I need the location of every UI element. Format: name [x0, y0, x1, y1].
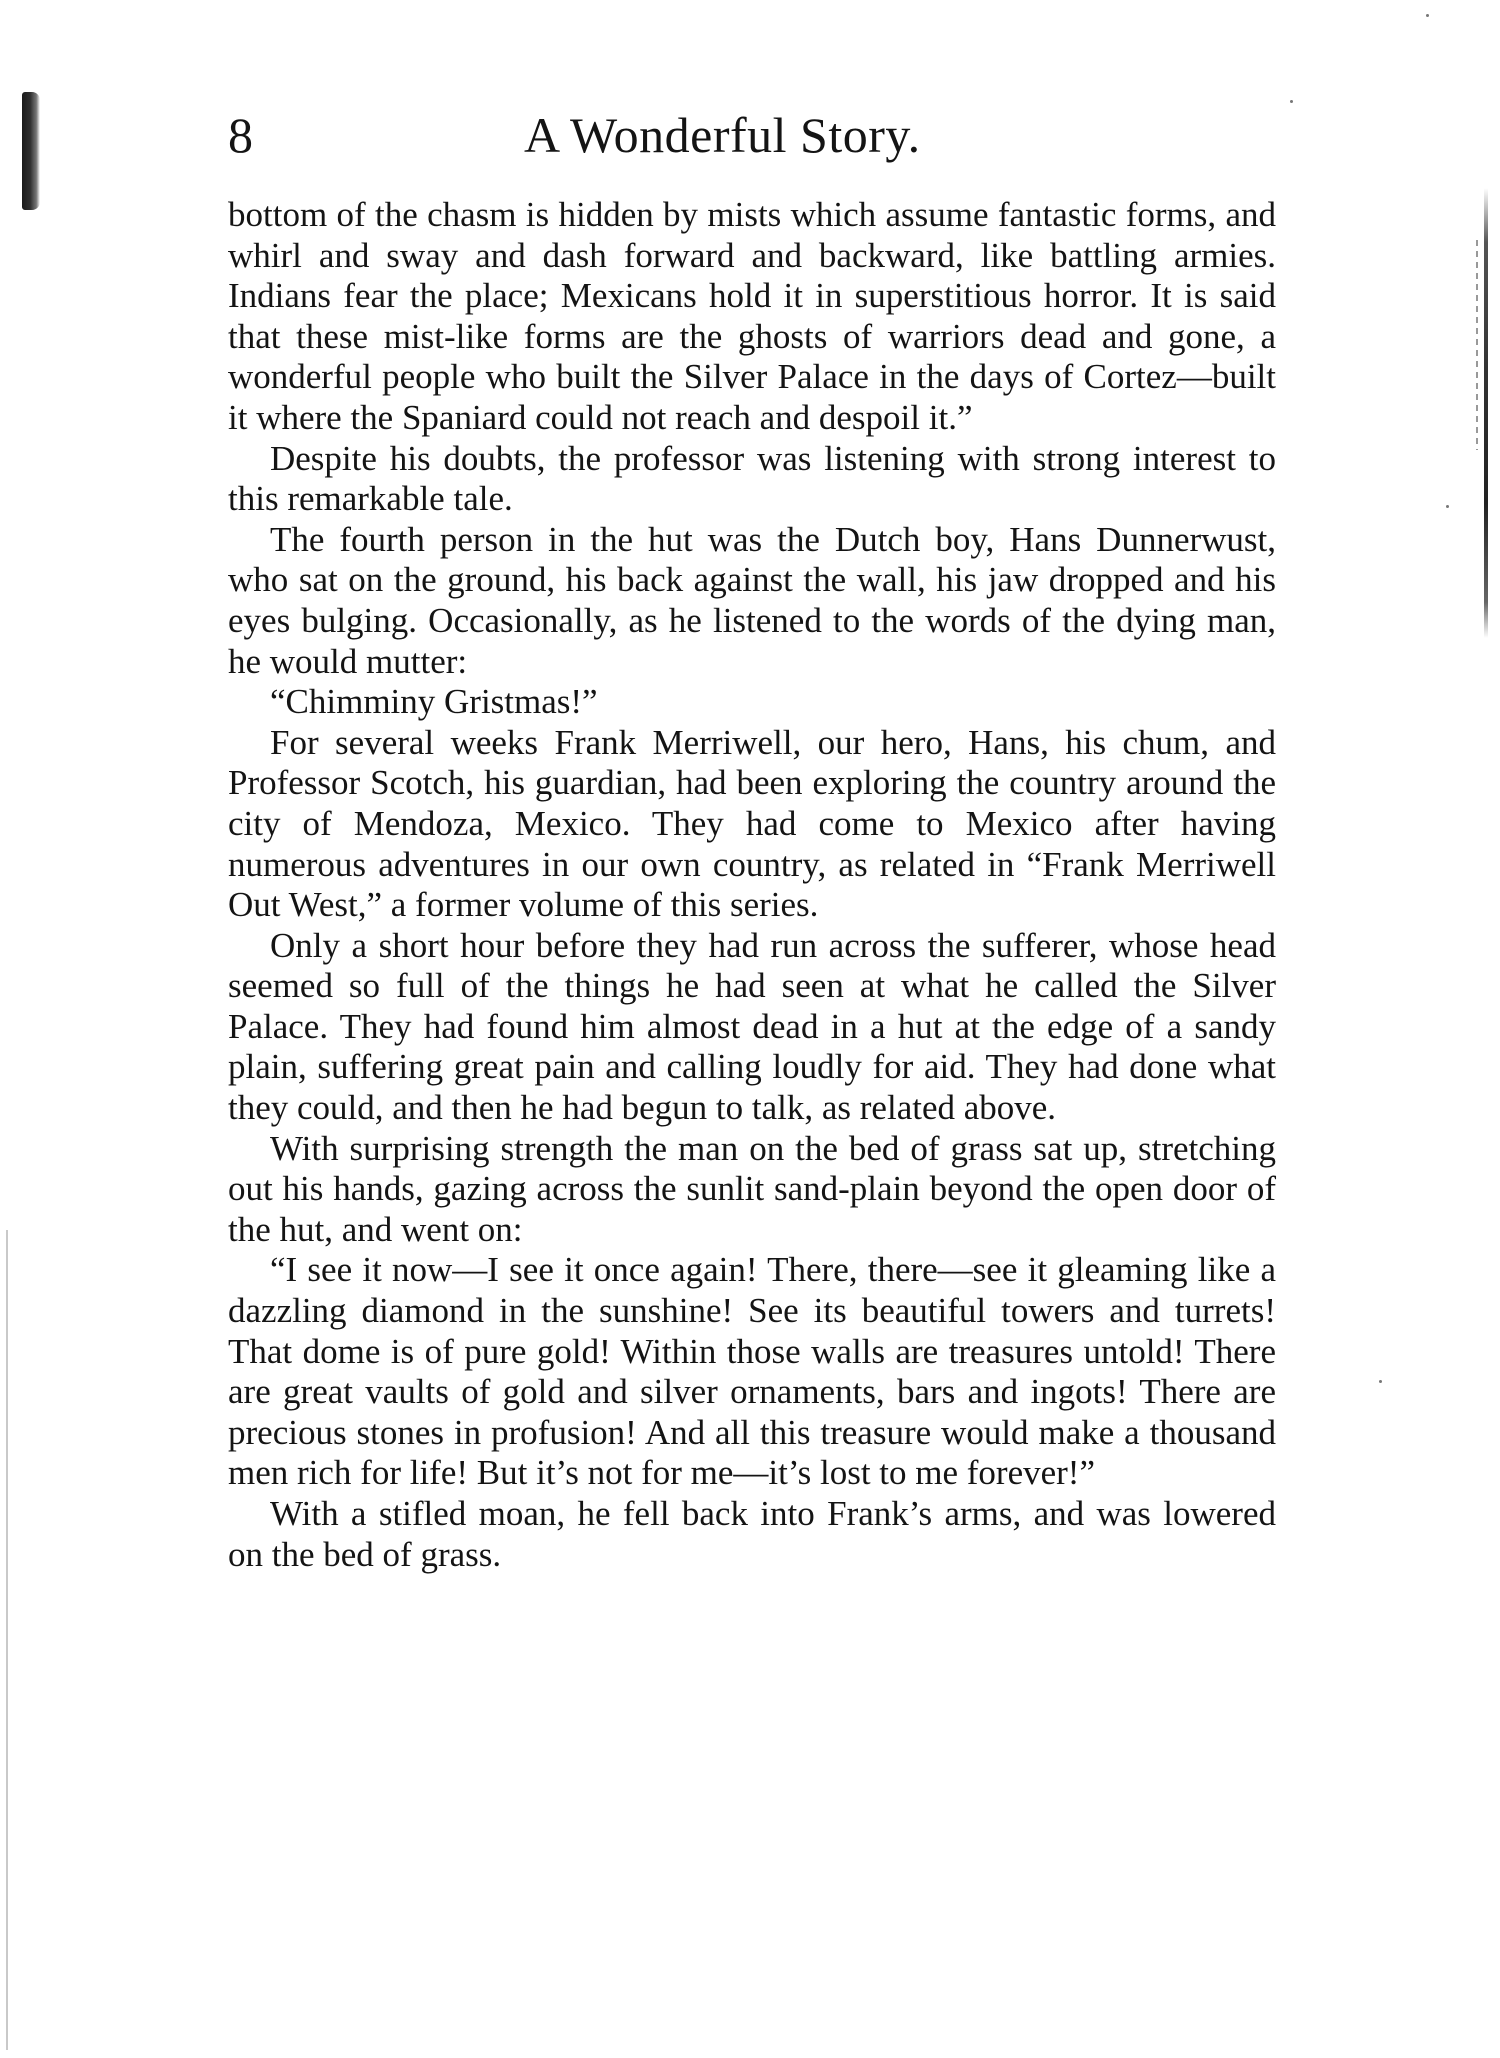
- binding-shadow: [22, 92, 40, 210]
- paragraph: For several weeks Frank Merriwell, our hero, Hans, his chum, and Professor Scotch, his guardian, had been exploring the country around the city of Mendoza, Mexico. They had come to Mexico after having numerous adventures in our own country, as related in “Frank Merriwell Out West,” a former volume of this series.: [228, 722, 1276, 925]
- scan-speck: [1290, 100, 1293, 103]
- left-margin-line: [6, 1230, 8, 2050]
- scan-speck: [1379, 1380, 1382, 1383]
- body-text: [228, 195, 1276, 1575]
- paragraph: “Chimminy Gristmas!”: [270, 682, 598, 722]
- paragraph: bottom of the chasm is hidden by mists which assume fantastic forms, and whirl and sway and dash forward and backward, like battling armies. Indians fear the place; Mexicans hold it in superstitious horror. It is said that these mist-like forms are the ghosts of warriors dead and gone, a wonderful people who built the Silver Palace in the days of Cortez—built it where the Spaniard could not reach and despoil it.”: [228, 195, 1276, 437]
- scan-speck: [1426, 14, 1429, 17]
- running-title: A Wonderful Story.: [524, 107, 921, 163]
- page-edge-texture: [1476, 240, 1478, 450]
- paragraph: With a stifled moan, he fell back into Frank’s arms, and was lowered on the bed of grass.: [228, 1494, 1276, 1574]
- paragraph: The fourth person in the hut was the Dutch boy, Hans Dunnerwust, who sat on the ground, his back against the wall, his jaw dropped and his eyes bulging. Occasionally, as he listened to the words of the dying man, he would mutter:: [228, 519, 1276, 681]
- page-edge-shadow: [1484, 188, 1488, 638]
- paragraph: “I see it now—I see it once again! There, there—see it gleaming like a dazzling diamond in the sunshine! See its beautiful towers and turrets! That dome is of pure gold! Within those walls are treasures untold! There are great vaults of gold and silver ornaments, bars and ingots! There are precious stones in profusion! And all this treasure would make a thousand men rich for life! But it’s not for me—it’s lost to me forever!”: [228, 1250, 1276, 1493]
- scan-speck: [1446, 505, 1449, 508]
- page-number: 8: [228, 107, 253, 163]
- page-header: [224, 104, 1274, 174]
- paragraph: With surprising strength the man on the bed of grass sat up, stretching out his hands, gazing across the sunlit sand-plain beyond the open door of the hut, and went on:: [228, 1128, 1276, 1249]
- paragraph: Despite his doubts, the professor was listening with strong interest to this remarkable tale.: [228, 438, 1276, 519]
- paragraph: Only a short hour before they had run across the sufferer, whose head seemed so full of the things he had seen at what he called the Silver Palace. They had found him almost dead in a hut at the edge of a sandy plain, suffering great pain and calling loudly for aid. They had done what they could, and then he had begun to talk, as related above.: [228, 925, 1276, 1128]
